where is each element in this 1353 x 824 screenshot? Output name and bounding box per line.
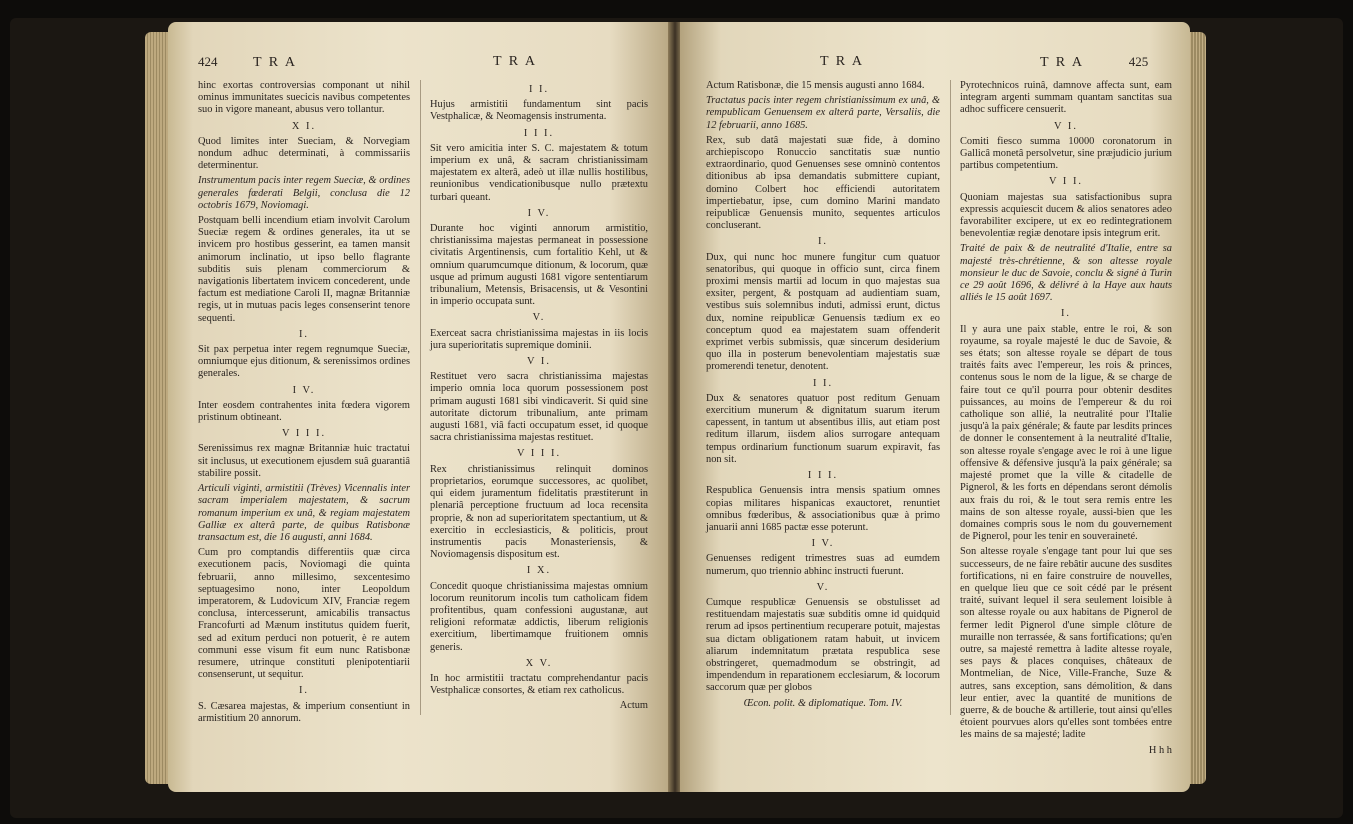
- section-number: V I I I.: [516, 448, 562, 460]
- right-page-edges: [1188, 32, 1206, 784]
- section-number: I.: [1060, 308, 1072, 320]
- paragraph: Respublica Genuensis intra mensis spatium omnes copias militares hispanicas exauctoret, renuntiet omnibus fœderibus, & associationibus quæ à primo januarii anni 1685 pactæ esse poterunt.: [706, 485, 940, 533]
- right-page: [680, 22, 1190, 792]
- paragraph: S. Cæsarea majestas, & imperium consentiunt in armistitium 20 annorum.: [198, 700, 410, 724]
- treaty-title: Tractatus pacis inter regem christianissimum ex unâ, & rempublicam Genuensem ex alterâ parte, Versaliis, die 12 februarii, anno 1685.: [706, 95, 940, 131]
- right-page-column-1: [706, 80, 940, 713]
- paragraph: Pyrotechnicos ruinâ, damnove affecta sunt, eam integram argenti summam quantam sanctitas sua adhoc sufficere censuerit.: [960, 80, 1172, 116]
- right-page-column-2: [960, 80, 1172, 760]
- paragraph: Actum Ratisbonæ, die 15 mensis augusti anno 1684.: [706, 80, 925, 91]
- left-page-column-2: [430, 80, 648, 716]
- section-number: I I.: [812, 377, 834, 389]
- paragraph: Sit pax perpetua inter regem regnumque Sueciæ, omniumque ejus ditionum, & serenissimos ordines generales.: [198, 344, 410, 380]
- treaty-title: Articuli viginti, armistitii (Trèves) Vicennalis inter sacram imperialem majestatem, & sacrum romanum imperium ex unâ, & regiam majestatem Galliæ ex alterâ parte, de quibus Ratisbonæ transactum est, die 16 augusti, anni 1684.: [198, 483, 410, 543]
- paragraph: Rex, sub datâ majestati suæ fide, à domino archiepiscopo Ronuccio sanctitatis suæ nuntio extraordinario, quod Genuenses sese omninò contentos ditionibus ab ipsa demandatis submittere cupiant, domino Colbert hoc efficiendi autoritatem impertiebatur, ipse, cum domino Marini mandato reipublicæ Genuensis munito, sequentes articulos concluserant.: [706, 134, 940, 232]
- section-number: V I I I.: [281, 428, 327, 440]
- paragraph: Concedit quoque christianissima majestas omnium locorum reunitorum incolis tum catholicam fidem profitentibus, quam confessioni augustanæ, aut religioni reformatæ addictis, liberum religionis exercitium, libertimamque fruitionem omnis generis.: [430, 580, 648, 653]
- left-header-title-1: T R A: [253, 55, 297, 70]
- paragraph: Postquam belli incendium etiam involvit Carolum Sueciæ regem & ordines generales, ita ut se invicem pro hostibus gesserint, ea tamen mansit animorum inclinatio, ut ipso bello flagrante subditis suis plenam commerciorum & navigationis libertatem invicem concederent, unde factum est mediatione Caroli II, magnæ Britanniæ regis, ut in mutuas pacis leges consenserint tenore sequenti.: [198, 215, 410, 324]
- paragraph: Comiti fiesco summa 10000 coronatorum in Gallicâ monetâ persolvetur, sine præjudicio jurium partibus competentium.: [960, 135, 1172, 172]
- section-number: I X.: [526, 565, 552, 577]
- paragraph: Cumque respublicæ Genuensis se obstulisset ad restituendam majestatis suæ subditis omne id quidquid rerum ad ipsos pertinentium recuperare potuit, majestas sua dictam obligationem ratam habuit, ut invicem aliarum indemnitatum prætata respublica sese obstringeret, quemadmodum se obstringit, ad impendendum in reparationem ecclesiarum, & locorum saccorum quæ per globos: [706, 596, 940, 694]
- paragraph: Dux, qui nunc hoc munere fungitur cum quatuor senatoribus, qui quoque in officio sunt, circa finem proximi mensis martii ad locum in quo majestas sua exsiter, pergent, & postquam ad audientiam suam, vestibus suis solemnibus induti, admissi erunt, dictus dux, nomine reipublicæ Genuensis tædium ex eo conceptum quod ea majestatem suam offenderit exprimet verbis submissis, quæ sincerum desiderium quo illa in posterum benevolentiam majestatis suæ promerendi tenetur, denotent.: [706, 251, 940, 373]
- section-number: V I.: [527, 356, 551, 368]
- right-page-header: [1040, 54, 1148, 71]
- paragraph: Rex christianissimus relinquit dominos proprietarios, eorumque successores, ac quolibet, qui eidem juramentum fidelitatis præstiterunt in plenariâ perceptione fructuum ad loca recensita proprie, & non ad superioritatem spectantium, ut & exercitio in ecclesiasticis, & politicis, prout instrumentis pacis Monasteriensis, & Noviomagensis dispositum est.: [430, 463, 648, 561]
- catchword: H h h: [1148, 744, 1172, 756]
- section-number: V I I.: [1048, 176, 1084, 188]
- section-number: I.: [298, 685, 310, 697]
- column-divider: [950, 80, 951, 715]
- paragraph: Restituet vero sacra christianissima majestas imperio omnia loca quorum possessionem post primam augusti 1681 sibi vindicaverit. Si quid sine autoritate dictorum tribunalium, ante primam augusti 1681, viâ facti occupatum esset, id quoque sacra christianissima majestas restituet.: [430, 371, 648, 444]
- paragraph: Serenissimus rex magnæ Britanniæ huic tractatui sit inclusus, ut executionem ejusdem suâ guarantiâ stabilire possit.: [198, 443, 410, 479]
- column-divider: [420, 80, 421, 715]
- paragraph: In hoc armistitii tractatu comprehendantur pacis Vestphalicæ consortes, & etiam rex catholicus.: [430, 672, 648, 697]
- left-page: [168, 22, 670, 792]
- paragraph: Hujus armistitii fundamentum sint pacis Vestphalicæ, & Neomagensis instrumenta.: [430, 99, 648, 123]
- section-number: I.: [817, 236, 829, 248]
- paragraph: Dux & senatores quatuor post reditum Genuam exercitium munerum & dignitatum suarum iterum capessent, in tantum ut absentibus illis, aut etiam post reditum illarum, iisdem alios surrogare antequam tempus ordinarium functionum suarum expiravit, fas non sit.: [706, 392, 940, 465]
- treaty-title: Traité de paix & de neutralité d'Italie, entre sa majesté très-chrétienne, & son altesse royale monsieur le duc de Savoie, conclu & signé à Turin ce 29 août 1696, & délivré à la Haye aux hauts alliés le 15 août 1697.: [960, 243, 1172, 304]
- paragraph: Cum pro comptandis differentiis quæ circa executionem pacis, Noviomagi die quinta februarii, anno millesimo, sexcentesimo septuagesimo nono, inter Leopoldum imperatorem, & Ludovicum XIV, Franciæ regem conclusa, intercesserunt, amicabilis transactus Francofurti ad Mænum institutus quidem fuerit, sed ad exitum perduci non potuerit, è re autem communi esse visum fit eum nunc Ratisbonæ resumere, utrinque constituti plenipotentiarii consenserunt, ut sequitur.: [198, 547, 410, 681]
- left-page-number: 424: [198, 54, 218, 69]
- section-number: I V.: [292, 384, 316, 396]
- section-number: V.: [532, 312, 546, 324]
- section-number: V.: [816, 581, 830, 593]
- paragraph: Quoniam majestas sua satisfactionibus supra expressis acquiescit ducem & alios senatores adeo favorabiliter excipere, ut ex eo redintegrationem benevolentiæ regiæ denotare ipsis integrum erit.: [960, 191, 1172, 240]
- left-page-column-1: [198, 80, 410, 728]
- left-header-title-2: T R A: [493, 54, 537, 69]
- paragraph: Quod limites inter Sueciam, & Norvegiam nondum adhuc determinati, à commissariis determinentur.: [198, 135, 410, 172]
- section-number: X I.: [291, 120, 317, 132]
- paragraph: Inter eosdem contrahentes inita fœdera vigorem pristinum obtineant.: [198, 399, 410, 424]
- paragraph: Exerceat sacra christianissima majestas in iis locis jura superioritatis supremique dominii.: [430, 327, 648, 351]
- right-header-title-2: T R A: [1040, 55, 1084, 70]
- section-number: I I I.: [807, 470, 839, 482]
- section-number: I V.: [527, 207, 551, 219]
- section-number: I I I.: [523, 127, 555, 139]
- section-number: I V.: [811, 538, 835, 550]
- paragraph: Durante hoc viginti annorum armistitio, christianissima majestas permaneat in possessione civitatis Argentinensis, cum fortalitio Kehl, ut & omnium quarumcumque ditionum, & locorum, quæ usque ad primum augusti 1681 vigore sententiarum tribunalium, Metensis, Brisacensis, ut & Vesontini in imperio occupata sunt.: [430, 223, 648, 308]
- paragraph: Il y aura une paix stable, entre le roi, & son royaume, sa royale majesté le duc de Savoie, & ses états; son altesse royale se départ de tous traités faits avec l'empereur, les rois & princes, contenus sous le nom de la ligue, & se charge de faire tout ce qu'il pourra pour obtenir desdites puissances, au moins de l'empereur & du roi catholique son allié, la neutralité pour l'Italie jusqu'à la paix générale; & faute par lesdits princes de donner le consentement à la neutralité d'Italie, son altesse royale s'engage avec le roi à une ligue offensive & défensive jusqu'à la paix générale; sa majesté promet que la ville & citadelle de Pignerol, & les forts en dépendans seront démolis aux frais du roi, & le tout sera remis entre les mains de son altesse royale, aussi-bien que les domaines compris sous le nom du gouvernement de Pignerol, pour les tenir en souveraineté.: [960, 323, 1172, 543]
- treaty-title: Instrumentum pacis inter regem Sueciæ, & ordines generales fœderati Belgii, conclusa die 12 octobris 1679, Noviomagi.: [198, 175, 410, 211]
- catchword: Actum: [619, 700, 648, 712]
- section-number: I I.: [528, 84, 550, 95]
- paragraph: hinc exortas controversias componant ut nihil ominus immunitates suecicis navibus competentes suo in vigore maneant, abusus vero tollantur.: [198, 80, 410, 116]
- paragraph: Sit vero amicitia inter S. C. majestatem & totum imperium ex unâ, & sacram christianissimam majestatem ex alterâ, adeò ut illæ nullis hostilibus, reunionibus vendicationibusque nullo prætextu turbari queant.: [430, 142, 648, 203]
- left-page-header: [198, 54, 297, 71]
- right-page-number: 425: [1128, 54, 1149, 69]
- right-header-title-1: T R A: [820, 54, 864, 69]
- section-number: X V.: [525, 657, 553, 669]
- signature-footer: Œcon. polit. & diplomatique. Tom. IV.: [743, 697, 903, 709]
- paragraph: Son altesse royale s'engage tant pour lui que ses successeurs, de ne faire rebâtir aucune des susdites fortifications, ni en faire construire de nouvelles, en quelque lieu que ce soit cédé par le présent traité, suivant lequel il sera seulement loisible à son altesse royale ou aux habitans de Pignerol de fermer ledit Pignerol d'une simple clôture de muraille non terrassée, & sans fortifications; qu'en outre, sa majesté remettra à ladite altesse royale, ses pays & places conquises, châteaux de Montmelian, de Nice, Ville-Franche, Suze & autres, sans exception, sans démolition, & dans leur entier, avec la quantité de munitions de guerre, & de bouche & artillerie, tout ainsi qu'elles étoient pourvues alors qu'elles sont tombées entre les mains de sa majesté; ladite: [960, 546, 1172, 741]
- paragraph: Genuenses redigent trimestres suas ad eumdem numerum, quo triennio abhinc instructi fuerunt.: [706, 553, 940, 577]
- section-number: I.: [298, 328, 310, 340]
- section-number: V I.: [1054, 120, 1078, 132]
